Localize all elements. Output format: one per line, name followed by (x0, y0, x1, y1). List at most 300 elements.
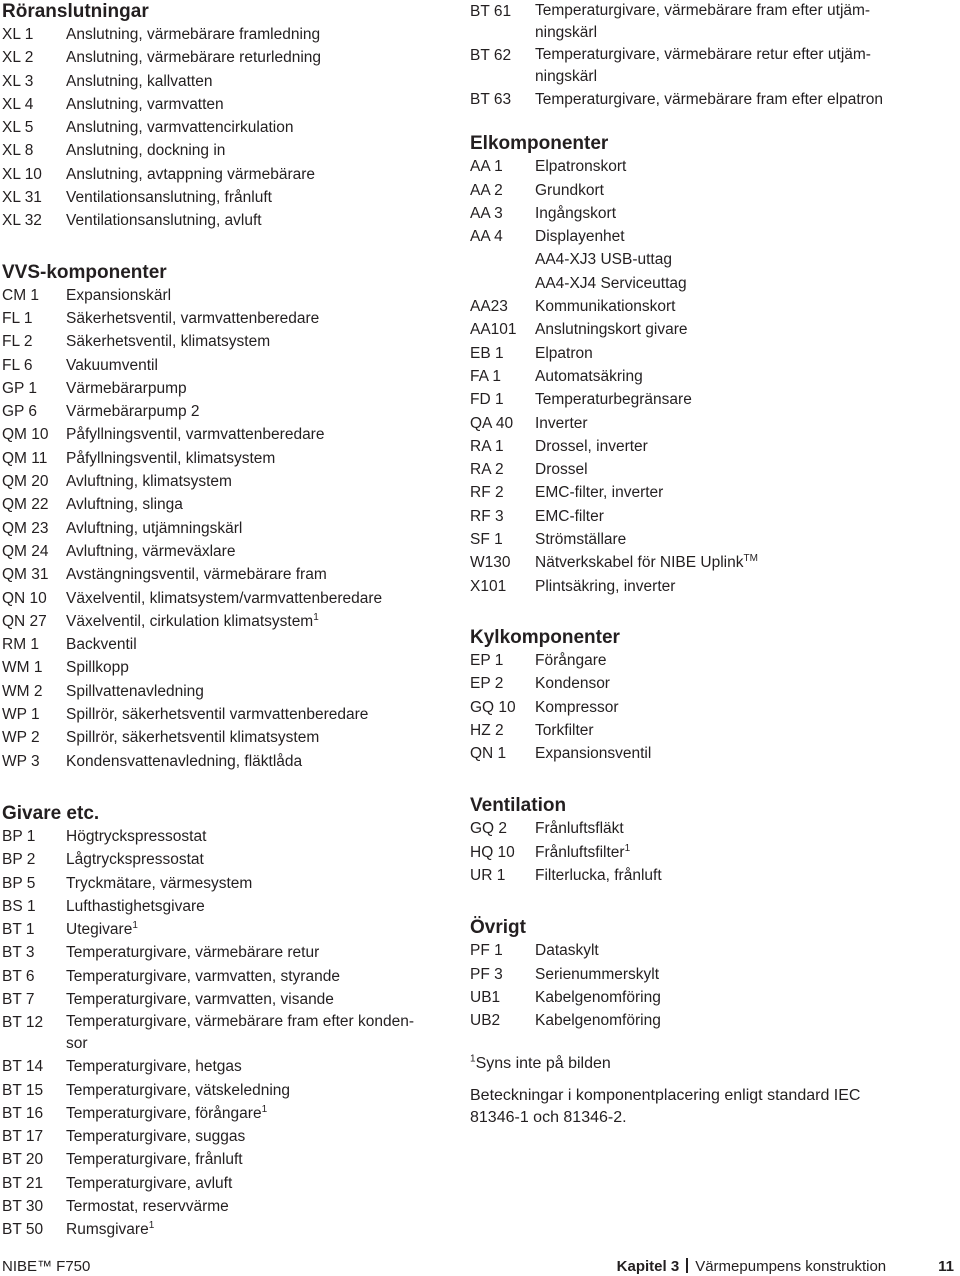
item-description (535, 481, 950, 504)
item-description-text: Nätverkskabel för NIBE Uplink (535, 554, 744, 572)
list-item (470, 435, 950, 458)
item-description (66, 447, 442, 470)
superscript-marker: TM (743, 553, 758, 565)
item-code: QM 31 (2, 566, 49, 584)
left-column (2, 0, 442, 1242)
page-footer (2, 1257, 954, 1275)
item-description-text: Kompressor (535, 698, 619, 716)
footer-chapter-title: Värmepumpens konstruktion (695, 1257, 887, 1275)
list-item (470, 388, 950, 411)
list-item (470, 481, 950, 504)
item-description (66, 1011, 442, 1055)
item-description (66, 1172, 442, 1195)
item-description (535, 963, 950, 986)
item-description-text: Anslutning, avtappning värmebärare (66, 165, 316, 183)
item-code: FL 6 (2, 356, 33, 374)
item-code: EP 1 (470, 651, 504, 669)
item-description-text: Plintsäkring, inverter (535, 577, 676, 595)
item-code: UR 1 (470, 867, 506, 885)
item-code: AA23 (470, 298, 508, 316)
list-givare (2, 825, 442, 1242)
item-description (66, 965, 442, 988)
list-item (2, 848, 442, 871)
item-description-text: Avstängningsventil, värmebärare fram (66, 566, 327, 584)
item-code: XL 2 (2, 49, 34, 67)
list-item (470, 551, 950, 574)
item-code: WM 2 (2, 682, 43, 700)
item-description-text: Elpatron (535, 344, 593, 362)
list-item (2, 1148, 442, 1171)
list-item (2, 447, 442, 470)
item-code: RF 3 (470, 507, 504, 525)
item-description (535, 649, 950, 672)
item-description-text: Värmebärarpump (66, 379, 187, 397)
item-description (66, 540, 442, 563)
item-description-text: Temperaturgivare, värmebärare fram efter konden- sor (66, 1013, 415, 1053)
item-description (535, 817, 950, 840)
item-description (535, 179, 950, 202)
item-description (66, 354, 442, 377)
list-item (2, 209, 442, 232)
list-item (2, 1218, 442, 1241)
item-code: QM 20 (2, 473, 49, 491)
item-code: FD 1 (470, 391, 504, 409)
list-item (2, 493, 442, 516)
item-description-text: Termostat, reservvärme (66, 1198, 229, 1216)
list-item (470, 696, 950, 719)
item-description-text: Påfyllningsventil, klimatsystem (66, 449, 276, 467)
item-description-text: Frånluftsfilter (535, 843, 625, 861)
item-description-text: Grundkort (535, 181, 604, 199)
footer-divider (686, 1258, 688, 1273)
item-description (535, 719, 950, 742)
item-code: BT 21 (2, 1174, 44, 1192)
item-description (66, 377, 442, 400)
item-description-text: Växelventil, klimatsystem/varmvattenberedare (66, 589, 383, 607)
item-code: WP 1 (2, 706, 40, 724)
item-description-text: Anslutning, kallvatten (66, 72, 213, 90)
item-code: WM 1 (2, 659, 43, 677)
item-description (66, 633, 442, 656)
item-description-text: AA4-XJ4 Serviceuttag (535, 274, 687, 292)
list-item (2, 703, 442, 726)
item-description (66, 1079, 442, 1102)
list-item (470, 1009, 950, 1032)
item-code: XL 1 (2, 26, 34, 43)
list-item (2, 563, 442, 586)
item-code: PF 3 (470, 965, 503, 983)
list-item (470, 841, 950, 864)
item-description-text: Temperaturgivare, vätskeledning (66, 1081, 291, 1099)
item-description-text: Expansionskärl (66, 286, 172, 304)
item-code: BT 16 (2, 1104, 44, 1122)
item-description (66, 70, 442, 93)
superscript-marker: 1 (313, 611, 319, 623)
item-description (535, 986, 950, 1009)
item-code: XL 4 (2, 95, 34, 113)
superscript-marker: 1 (261, 1103, 268, 1115)
item-description (535, 841, 950, 864)
list-item (2, 1125, 442, 1148)
item-description-text: Temperaturbegränsare (535, 391, 692, 409)
list-item (2, 872, 442, 895)
list-kylkomponenter (470, 649, 950, 765)
item-code: QN 27 (2, 612, 47, 630)
item-description (535, 939, 950, 962)
item-description (66, 423, 442, 446)
footnote-marker: 1 (470, 1053, 476, 1065)
item-description (66, 1218, 442, 1241)
list-item (470, 458, 950, 481)
list-item (470, 342, 950, 365)
item-code: AA 4 (470, 228, 503, 246)
list-item (2, 610, 442, 633)
item-code: BT 61 (470, 3, 512, 20)
list-item (470, 963, 950, 986)
section-title-ovrigt: Övrigt (470, 917, 526, 939)
item-description-text: Rumsgivare (66, 1221, 149, 1239)
item-description-text: Lågtryckspressostat (66, 851, 204, 869)
list-item (470, 272, 950, 295)
item-description-text: Avluftning, utjämningskärl (66, 519, 243, 537)
list-item (2, 93, 442, 116)
item-description-text: Filterlucka, frånluft (535, 867, 662, 885)
section-title-kylkomponenter: Kylkomponenter (470, 626, 620, 648)
item-code: BT 62 (470, 47, 512, 64)
item-description (535, 388, 950, 411)
item-description (66, 470, 442, 493)
item-description-text: Utegivare (66, 921, 133, 939)
item-code: QM 24 (2, 542, 49, 560)
list-item (470, 44, 950, 88)
item-description (66, 703, 442, 726)
item-description (66, 825, 442, 848)
right-column (470, 0, 950, 1129)
item-description-text: Torkfilter (535, 721, 594, 739)
list-elkomponenter (470, 155, 950, 598)
item-description (66, 493, 442, 516)
list-ventilation (470, 817, 950, 887)
list-item (470, 0, 950, 44)
item-description-text: EMC-filter (535, 507, 604, 525)
item-code: PF 1 (470, 942, 503, 960)
item-description-text: Anslutning, varmvattencirkulation (66, 119, 294, 137)
item-code: BT 63 (470, 91, 512, 108)
item-description (535, 412, 950, 435)
list-item (2, 1195, 442, 1218)
item-description-text: Lufthastighetsgivare (66, 897, 205, 915)
list-item (470, 742, 950, 765)
list-item (470, 672, 950, 695)
item-description (535, 528, 950, 551)
list-item (2, 470, 442, 493)
item-description-text: AA4-XJ3 USB-uttag (535, 251, 672, 269)
list-item (2, 988, 442, 1011)
list-item (2, 540, 442, 563)
item-code: BT 12 (2, 1014, 44, 1032)
list-item (2, 116, 442, 139)
item-code: HZ 2 (470, 721, 504, 739)
item-description (66, 587, 442, 610)
item-description (535, 864, 950, 887)
item-description-text: Kommunikationskort (535, 298, 676, 316)
item-description (535, 1009, 950, 1032)
list-ovrigt (470, 939, 950, 1032)
item-description-text: Inverter (535, 414, 588, 432)
list-item (2, 284, 442, 307)
item-description (535, 155, 950, 178)
item-description (535, 575, 950, 598)
item-description-text: Elpatronskort (535, 158, 627, 176)
list-item (2, 680, 442, 703)
item-description-text: Displayenhet (535, 228, 625, 246)
item-description-text: Temperaturgivare, avluft (66, 1174, 233, 1192)
item-description (66, 872, 442, 895)
list-item (2, 825, 442, 848)
item-description-text: Temperaturgivare, varmvatten, styrande (66, 967, 340, 985)
list-item (2, 1011, 442, 1055)
item-code: QM 10 (2, 426, 49, 444)
item-code: FA 1 (470, 367, 502, 385)
list-givare-cont (470, 0, 950, 111)
item-code: XL 10 (2, 165, 42, 183)
footnote (470, 1053, 950, 1075)
list-item (470, 202, 950, 225)
item-description-text: Spillkopp (66, 659, 129, 677)
item-code: SF 1 (470, 531, 503, 549)
item-description-text: Drossel, inverter (535, 437, 648, 455)
list-item (2, 423, 442, 446)
item-description-text: Spillrör, säkerhetsventil klimatsystem (66, 729, 320, 747)
item-code: AA101 (470, 321, 517, 339)
item-description-text: Vakuumventil (66, 356, 158, 374)
item-description-text: Frånluftsfläkt (535, 820, 624, 838)
item-description (66, 23, 442, 46)
item-description-text: Spillvattenavledning (66, 682, 204, 700)
item-description (66, 1055, 442, 1078)
item-description (66, 656, 442, 679)
item-description-text: Säkerhetsventil, varmvattenberedare (66, 309, 320, 327)
item-description (535, 696, 950, 719)
list-item (2, 1079, 442, 1102)
item-code: WP 2 (2, 729, 40, 747)
item-description-text: Högtryckspressostat (66, 827, 207, 845)
item-description-text: Avluftning, slinga (66, 496, 183, 514)
item-description-text: Förångare (535, 651, 607, 669)
list-item (2, 656, 442, 679)
item-code: BT 1 (2, 921, 35, 939)
item-code: EP 2 (470, 675, 504, 693)
item-description (66, 726, 442, 749)
item-description-text: Temperaturgivare, varmvatten, visande (66, 990, 334, 1008)
item-description (66, 1102, 442, 1125)
item-description-text: Kabelgenomföring (535, 988, 661, 1006)
item-description-text: Ventilationsanslutning, frånluft (66, 189, 272, 207)
list-item (2, 307, 442, 330)
list-item (2, 633, 442, 656)
item-description (535, 551, 950, 574)
list-item (2, 895, 442, 918)
item-description-text: Ingångskort (535, 204, 616, 222)
item-code: W130 (470, 554, 511, 572)
list-item (2, 23, 442, 46)
item-code: QN 10 (2, 589, 47, 607)
item-code: XL 5 (2, 119, 34, 137)
item-description-text: Temperaturgivare, frånluft (66, 1151, 243, 1169)
item-description-text: Anslutning, värmebärare returledning (66, 49, 322, 67)
list-roranslutningar (2, 23, 442, 233)
item-description-text: Temperaturgivare, hetgas (66, 1058, 242, 1076)
item-code: BT 14 (2, 1058, 44, 1076)
list-item (2, 941, 442, 964)
item-description-text: Ventilationsanslutning, avluft (66, 212, 262, 230)
item-description-text: Automatsäkring (535, 367, 643, 385)
item-description-text: Dataskylt (535, 942, 599, 960)
item-description (535, 202, 950, 225)
item-description (535, 342, 950, 365)
item-description (66, 988, 442, 1011)
list-item (2, 163, 442, 186)
item-description-text: Avluftning, klimatsystem (66, 473, 232, 491)
item-code: UB1 (470, 988, 501, 1006)
list-item (470, 412, 950, 435)
item-description (66, 186, 442, 209)
footer-chapter-label: Kapitel 3 (616, 1257, 680, 1275)
item-description (66, 307, 442, 330)
item-description-text: EMC-filter, inverter (535, 484, 664, 502)
item-description (535, 458, 950, 481)
list-item (2, 1055, 442, 1078)
item-description-text: Anslutningskort givare (535, 321, 688, 339)
item-code: QA 40 (470, 414, 514, 432)
footer-chapter (617, 1258, 886, 1275)
list-item (2, 377, 442, 400)
item-code: GQ 10 (470, 698, 516, 716)
item-description (66, 209, 442, 232)
list-item (2, 918, 442, 941)
list-item (470, 575, 950, 598)
item-code: UB2 (470, 1012, 501, 1030)
item-description (535, 672, 950, 695)
item-description (66, 680, 442, 703)
item-code: AA 1 (470, 158, 503, 176)
list-item (470, 365, 950, 388)
item-code: QM 22 (2, 496, 49, 514)
item-description (535, 88, 950, 111)
list-item (470, 719, 950, 742)
list-item (470, 505, 950, 528)
item-description-text: Kondensor (535, 675, 610, 693)
item-code: XL 8 (2, 142, 34, 160)
item-description (66, 330, 442, 353)
item-code: X101 (470, 577, 507, 595)
list-item (470, 248, 950, 271)
item-code: QN 1 (470, 745, 507, 763)
item-description (535, 742, 950, 765)
item-code: RA 1 (470, 437, 504, 455)
item-code: GP 6 (2, 403, 38, 421)
list-item (2, 186, 442, 209)
section-title-givare: Givare etc. (2, 802, 100, 824)
item-code: XL 3 (2, 72, 34, 90)
section-title-roranslutningar: Röranslutningar (2, 1, 149, 22)
item-description-text: Temperaturgivare, värmebärare retur efter utjäm- ningskärl (535, 46, 871, 85)
list-item (2, 517, 442, 540)
item-code: BT 20 (2, 1151, 44, 1169)
item-code: RA 2 (470, 461, 504, 479)
item-description (535, 248, 950, 271)
list-item (470, 817, 950, 840)
item-description-text: Kabelgenomföring (535, 1012, 661, 1030)
item-code: BT 30 (2, 1198, 44, 1216)
item-description (66, 610, 442, 633)
superscript-marker: 1 (132, 919, 138, 931)
item-description (66, 400, 442, 423)
item-code: XL 31 (2, 189, 42, 207)
list-item (2, 330, 442, 353)
list-vvs (2, 284, 442, 773)
item-code: FL 1 (2, 309, 33, 327)
list-item (470, 179, 950, 202)
item-description-text: Temperaturgivare, förångare (66, 1104, 262, 1122)
item-code: BT 6 (2, 967, 35, 985)
item-description (66, 1125, 442, 1148)
item-code: BP 1 (2, 827, 36, 845)
footer-brand: NIBE™ F750 (2, 1257, 91, 1275)
list-item (2, 750, 442, 773)
item-description-text: Spillrör, säkerhetsventil varmvattenberedare (66, 706, 369, 724)
item-description (66, 1195, 442, 1218)
standard-note: Beteckningar i komponentplacering enligt standard IEC 81346-1 och 81346-2. (470, 1086, 861, 1126)
item-description (66, 848, 442, 871)
list-item (470, 986, 950, 1009)
item-description (66, 517, 442, 540)
item-description (535, 365, 950, 388)
superscript-marker: 1 (148, 1220, 155, 1232)
item-code: BP 2 (2, 851, 36, 869)
section-title-ventilation: Ventilation (470, 795, 567, 817)
item-code: RM 1 (2, 636, 40, 654)
item-description (66, 284, 442, 307)
list-item (470, 528, 950, 551)
item-description (66, 563, 442, 586)
list-item (470, 864, 950, 887)
item-description (535, 295, 950, 318)
item-description-text: Tryckmätare, värmesystem (66, 874, 253, 892)
item-description-text: Anslutning, dockning in (66, 142, 226, 160)
item-description-text: Påfyllningsventil, varmvattenberedare (66, 426, 325, 444)
item-code: WP 3 (2, 752, 40, 770)
section-title-elkomponenter: Elkomponenter (470, 133, 609, 155)
list-item (470, 939, 950, 962)
item-description (535, 225, 950, 248)
item-description-text: Säkerhetsventil, klimatsystem (66, 333, 271, 351)
item-description-text: Anslutning, varmvatten (66, 95, 224, 113)
item-description (66, 918, 442, 941)
item-description-text: Expansionsventil (535, 745, 652, 763)
item-code: AA 3 (470, 204, 503, 222)
item-code: GQ 2 (470, 820, 508, 838)
list-item (2, 46, 442, 69)
item-code: BP 5 (2, 874, 36, 892)
list-item (2, 70, 442, 93)
superscript-marker: 1 (624, 842, 631, 854)
item-code: BT 3 (2, 944, 35, 962)
item-code: BT 17 (2, 1128, 44, 1146)
list-item (470, 649, 950, 672)
item-code: XL 32 (2, 212, 42, 230)
list-item (2, 1172, 442, 1195)
